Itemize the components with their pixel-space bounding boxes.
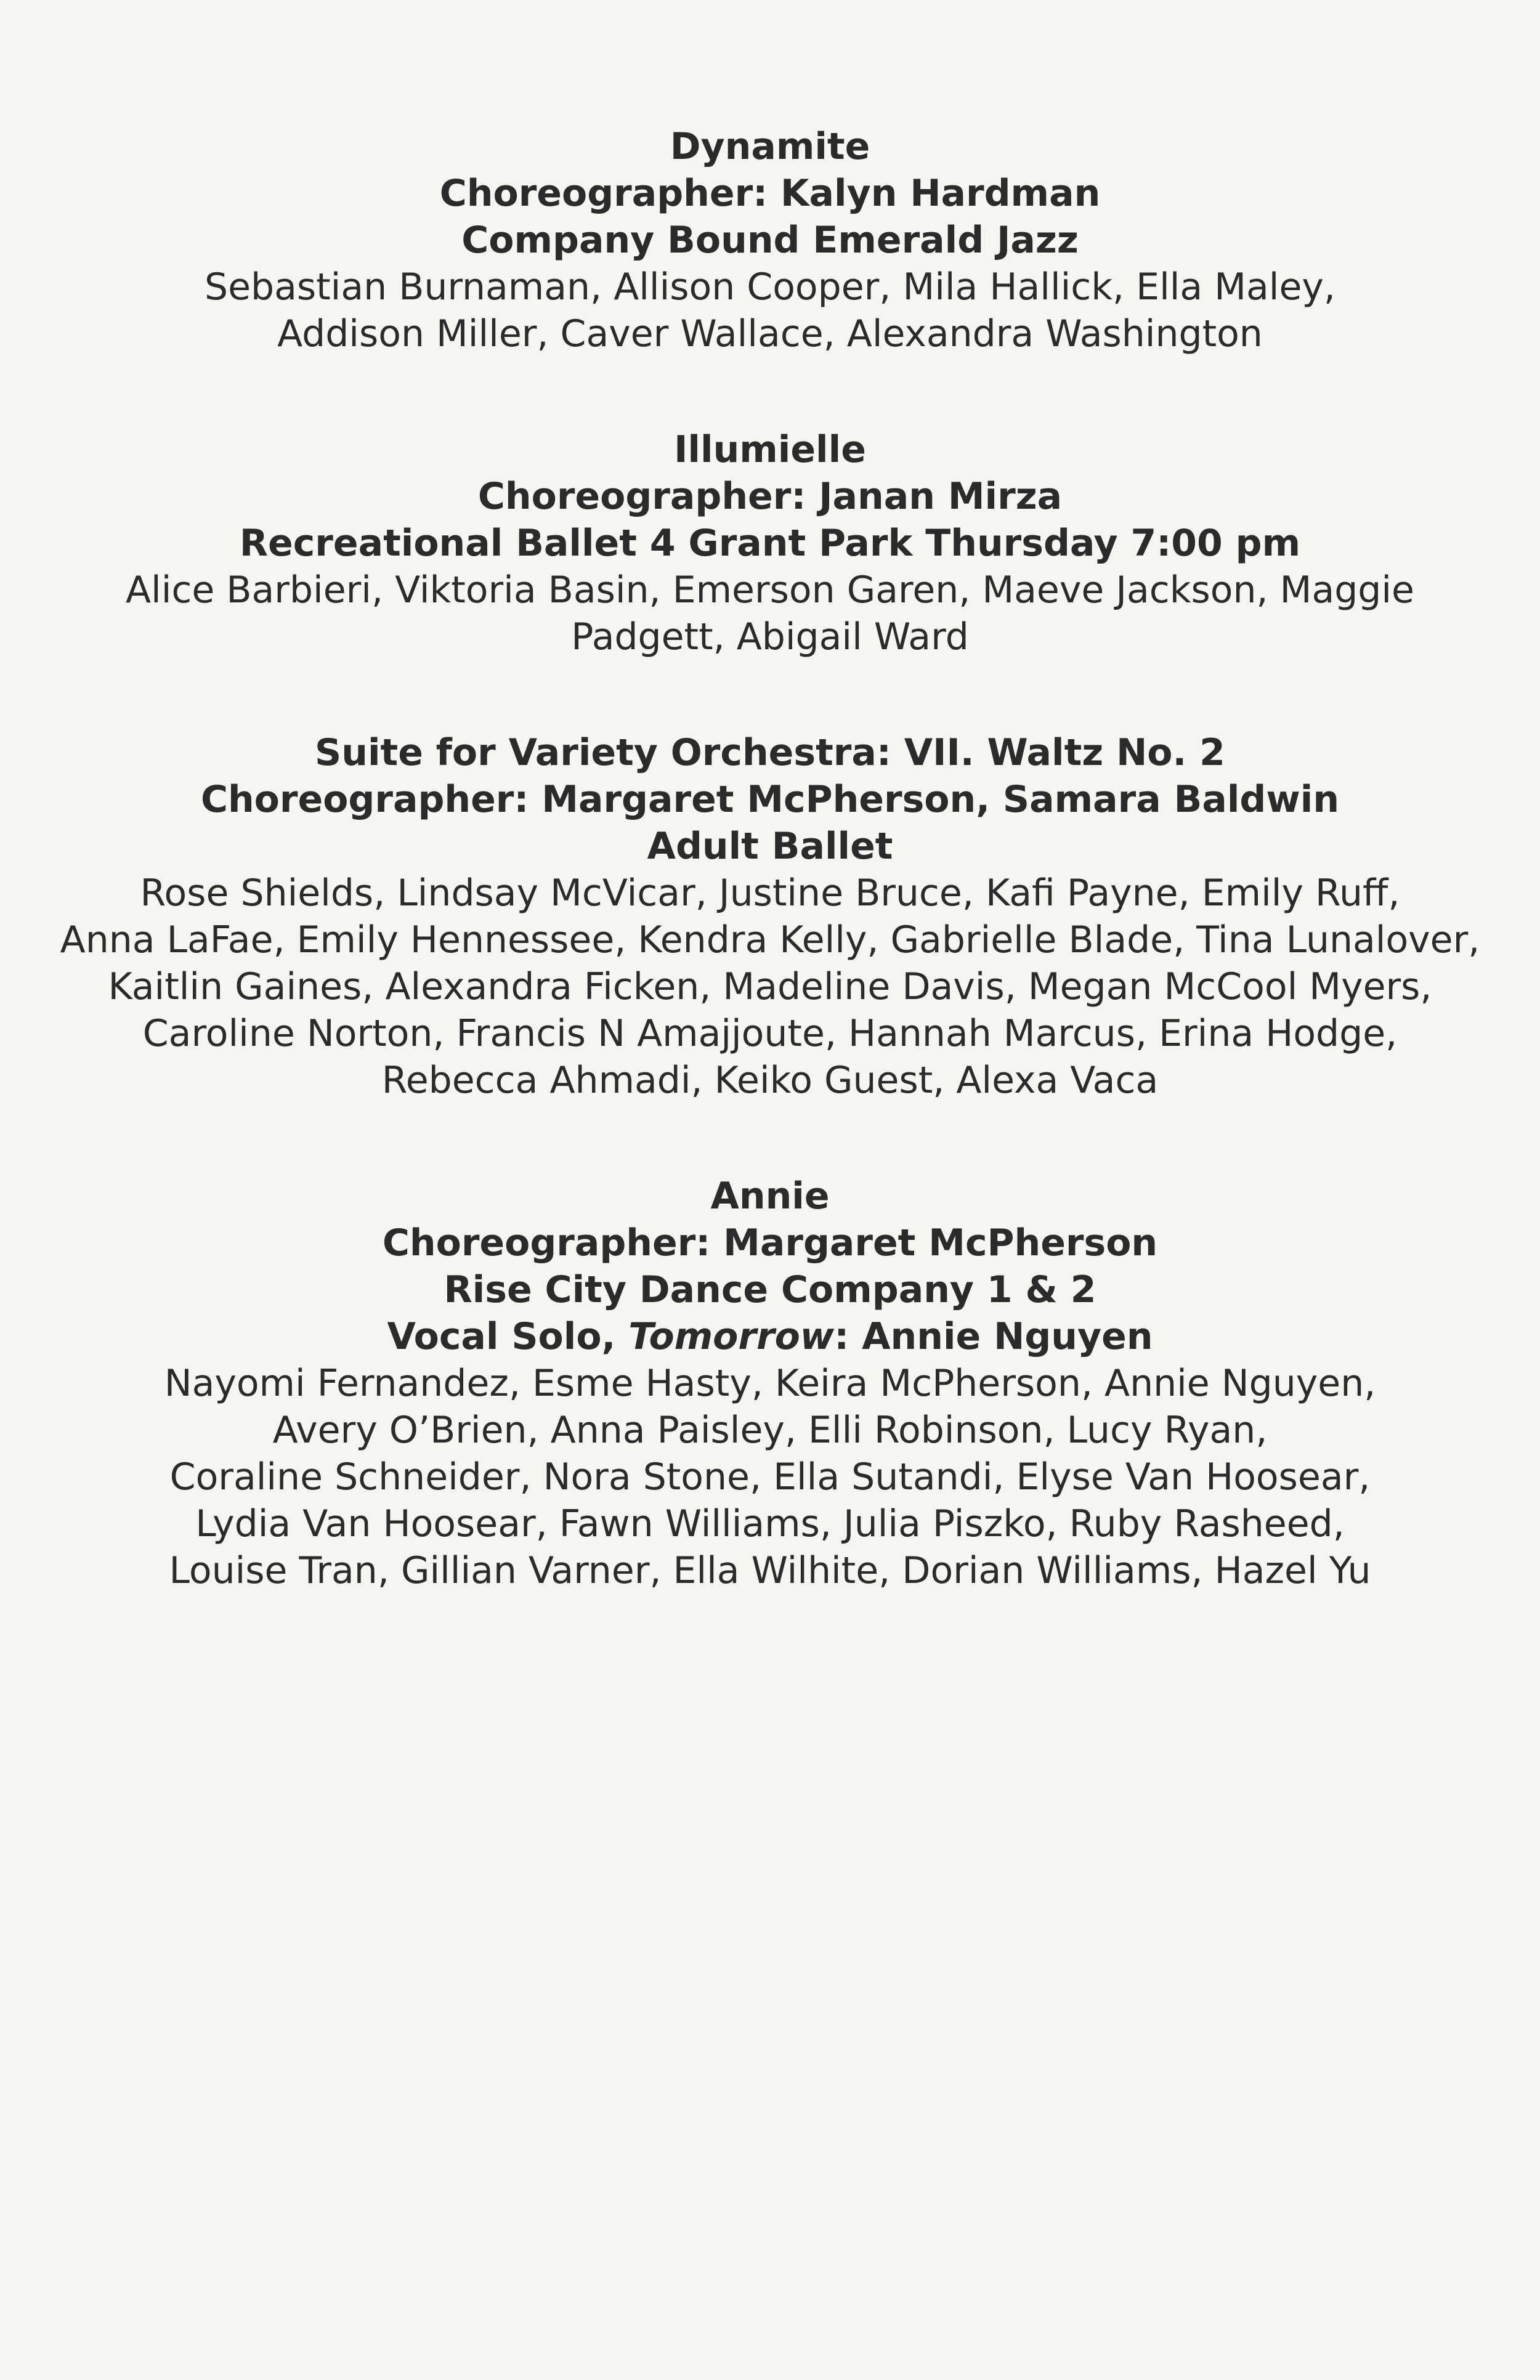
cast-line: Lydia Van Hoosear, Fawn Williams, Julia Piszko, Ruby Rasheed, bbox=[195, 1502, 1345, 1545]
cast-line: Nayomi Fernandez, Esme Hasty, Keira McPherson, Annie Nguyen, bbox=[164, 1362, 1376, 1405]
vocal-solo-suffix: : Annie Nguyen bbox=[834, 1315, 1153, 1358]
piece-illumielle bbox=[12, 426, 1528, 660]
vocal-solo-song: Tomorrow bbox=[628, 1315, 835, 1358]
company-name: Adult Ballet bbox=[647, 825, 893, 868]
vocal-solo-prefix: Vocal Solo, bbox=[387, 1315, 629, 1358]
piece-title: Suite for Variety Orchestra: VII. Waltz No. 2 bbox=[315, 731, 1225, 774]
cast-line: Coraline Schneider, Nora Stone, Ella Sutandi, Elyse Van Hoosear, bbox=[169, 1455, 1371, 1499]
piece-title: Illumielle bbox=[674, 428, 866, 471]
piece-annie bbox=[12, 1173, 1528, 1594]
cast-line: Louise Tran, Gillian Varner, Ella Wilhite, Dorian Williams, Hazel Yu bbox=[169, 1549, 1371, 1592]
piece-suite-for-variety-orchestra bbox=[12, 729, 1528, 1104]
cast-line: Rose Shields, Lindsay McVicar, Justine Bruce, Kafi Payne, Emily Ruff, bbox=[140, 872, 1400, 915]
cast-line: Alice Barbieri, Viktoria Basin, Emerson Garen, Maeve Jackson, Maggie bbox=[126, 569, 1414, 612]
cast-line: Rebecca Ahmadi, Keiko Guest, Alexa Vaca bbox=[381, 1059, 1159, 1102]
piece-title: Dynamite bbox=[670, 125, 870, 168]
cast-line: Avery O’Brien, Anna Paisley, Elli Robinson, Lucy Ryan, bbox=[272, 1409, 1268, 1452]
cast-list bbox=[12, 870, 1528, 1104]
cast-list bbox=[12, 264, 1528, 357]
company-name: Company Bound Emerald Jazz bbox=[461, 219, 1079, 262]
cast-line: Addison Miller, Caver Wallace, Alexandra Washington bbox=[277, 312, 1263, 355]
cast-line: Padgett, Abigail Ward bbox=[571, 615, 969, 658]
choreographer-credit: Choreographer: Janan Mirza bbox=[477, 475, 1063, 518]
cast-line: Kaitlin Gaines, Alexandra Ficken, Madeline Davis, Megan McCool Myers, bbox=[108, 965, 1432, 1008]
vocal-solo-credit bbox=[12, 1313, 1528, 1360]
cast-line: Anna LaFae, Emily Hennessee, Kendra Kelly, Gabrielle Blade, Tina Lunalover, bbox=[60, 918, 1480, 961]
piece-title: Annie bbox=[710, 1175, 830, 1218]
choreographer-credit: Choreographer: Margaret McPherson bbox=[382, 1221, 1158, 1265]
choreographer-credit: Choreographer: Margaret McPherson, Samara Baldwin bbox=[200, 778, 1340, 821]
company-name: Recreational Ballet 4 Grant Park Thursday 7:00 pm bbox=[239, 522, 1301, 565]
cast-line: Caroline Norton, Francis N Amajjoute, Hannah Marcus, Erina Hodge, bbox=[142, 1012, 1398, 1055]
cast-list bbox=[12, 1360, 1528, 1594]
company-name: Rise City Dance Company 1 & 2 bbox=[444, 1268, 1096, 1311]
piece-dynamite bbox=[12, 123, 1528, 357]
cast-list bbox=[12, 567, 1528, 660]
choreographer-credit: Choreographer: Kalyn Hardman bbox=[439, 172, 1101, 215]
cast-line: Sebastian Burnaman, Allison Cooper, Mila Hallick, Ella Maley, bbox=[205, 265, 1335, 309]
